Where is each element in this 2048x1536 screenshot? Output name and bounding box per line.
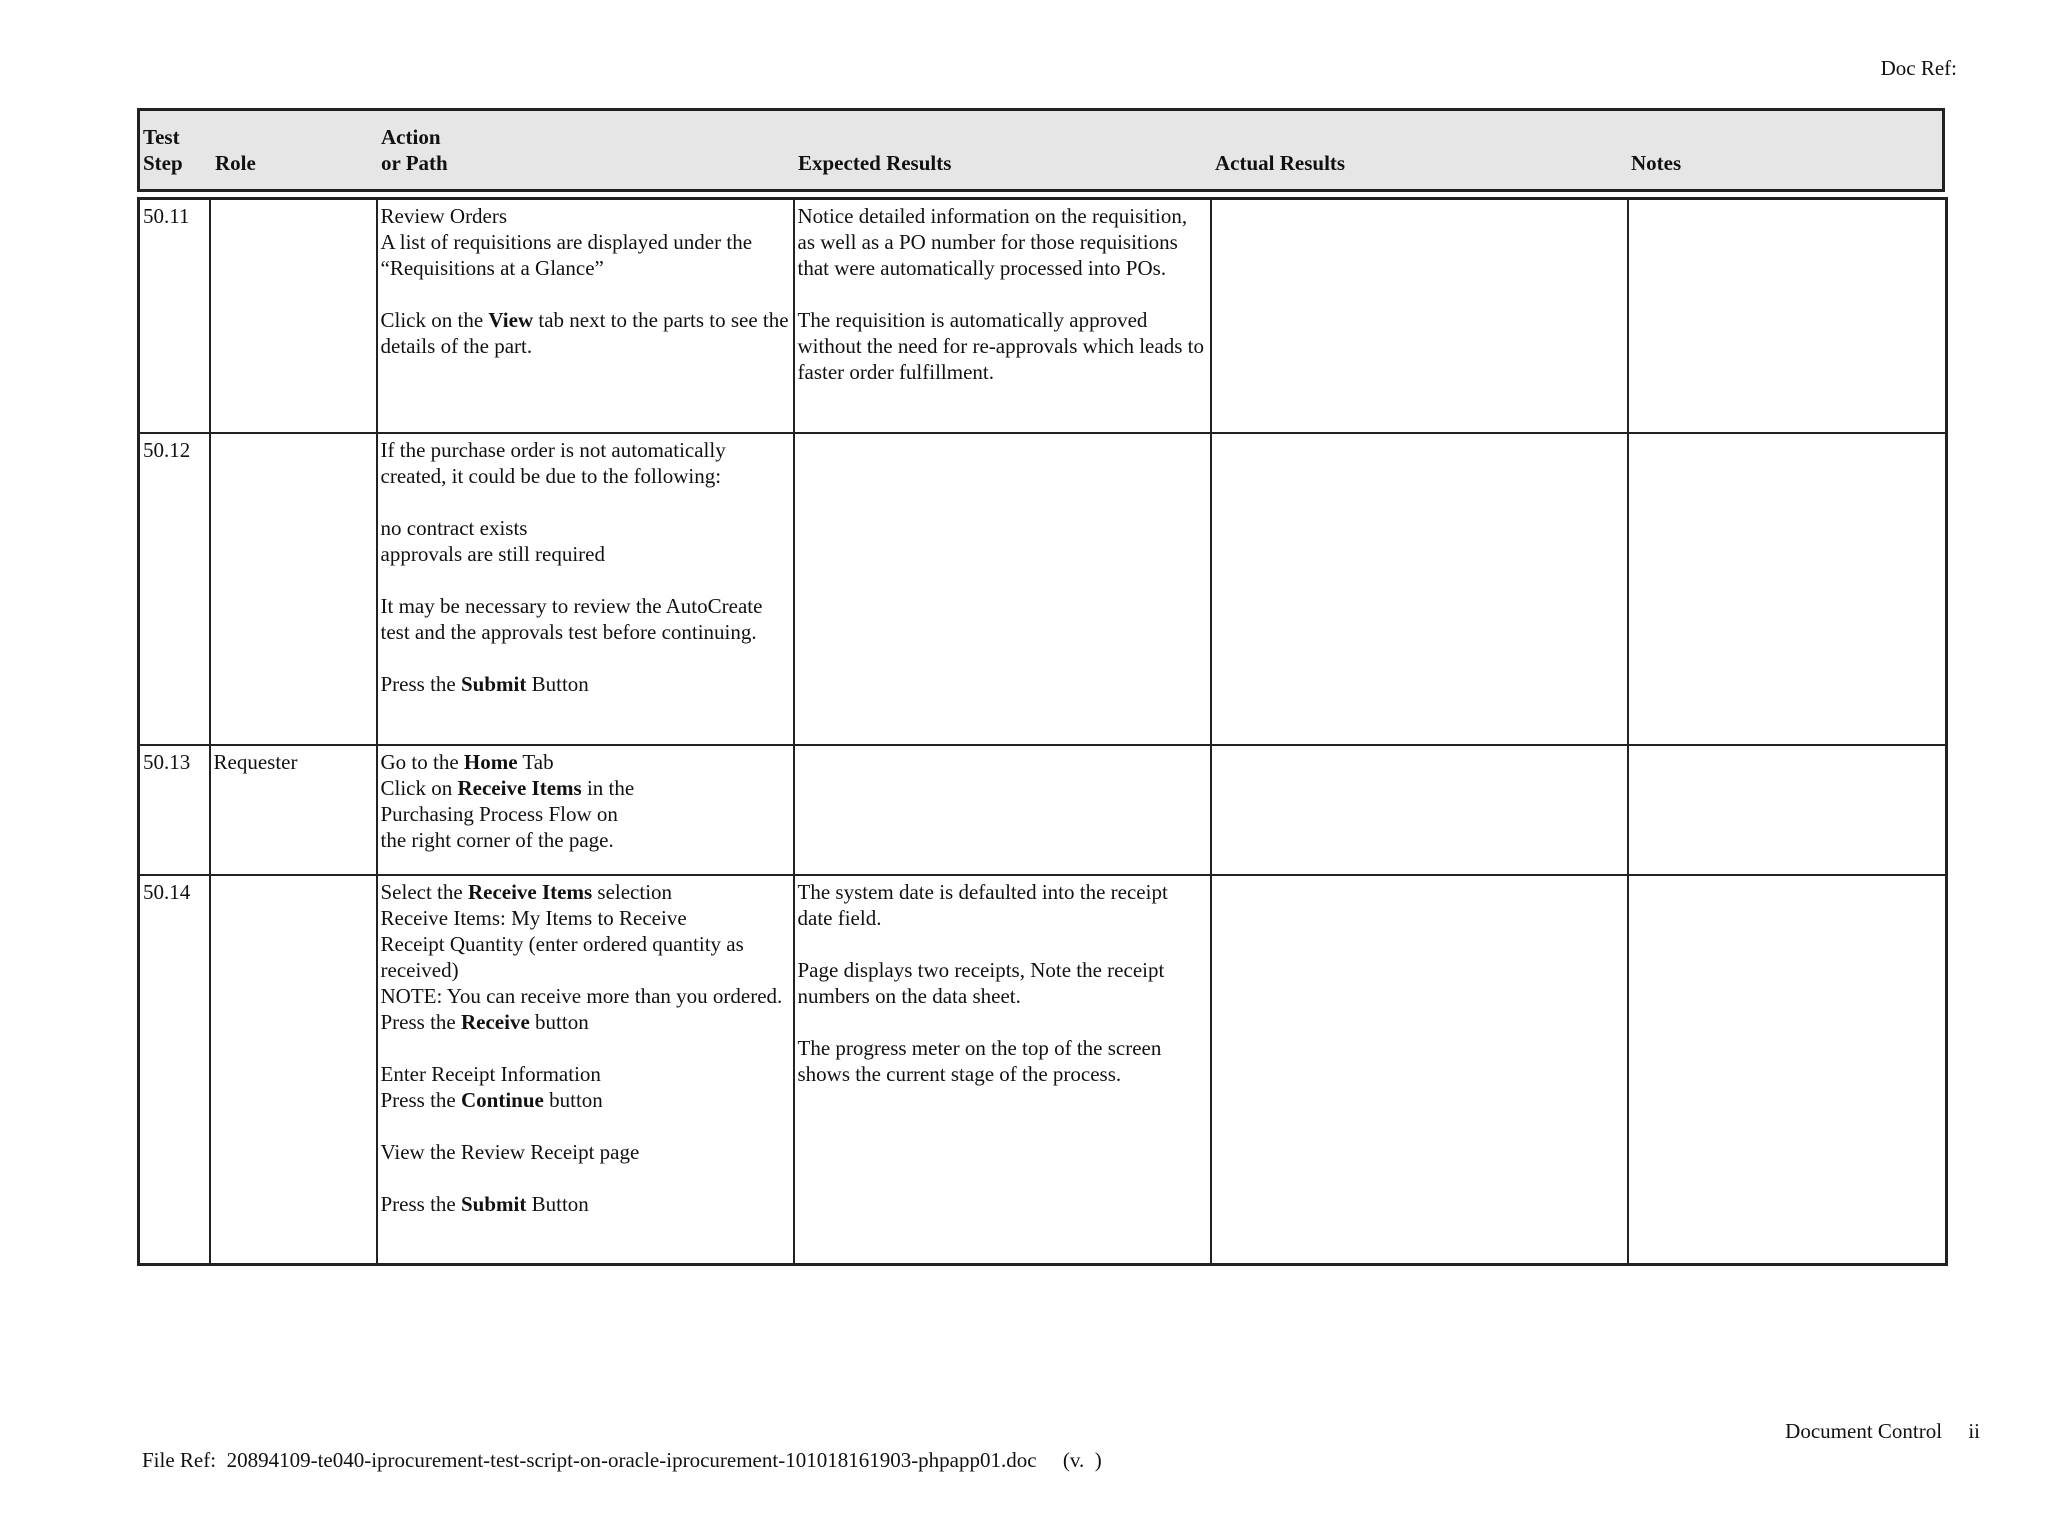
action-paragraph: Receive Items: My Items to Receive [380,905,687,930]
action-paragraph: Enter Receipt Information [380,1061,601,1086]
cell-expected-results [794,745,1211,875]
action-paragraph: the right corner of the page. [380,827,614,852]
cell-expected-results [794,433,1211,745]
footer-file-ref: File Ref: 20894109-te040-iprocurement-test-script-on-oracle-iprocurement-101018161903-phpapp01.doc (v. ) [142,1448,1102,1472]
cell-actual-results [1211,199,1628,433]
cell-actual-results [1211,745,1628,875]
header-test-step: Test Step [143,125,183,175]
cell-notes [1628,745,1947,875]
table-row [139,875,1947,1265]
cell-test-step: 50.12 [139,433,210,745]
action-paragraph: Receipt Quantity (enter ordered quantity as received) [380,931,744,982]
cell-test-step: 50.11 [139,199,210,433]
cell-test-step: 50.14 [139,875,210,1265]
action-paragraph: Purchasing Process Flow on [380,801,618,826]
expected-paragraph: Notice detailed information on the requisition, as well as a PO number for those requisitions that were automatically processed into POs. [797,204,1188,280]
cell-role: Requester [210,745,377,875]
cell-action [377,875,794,1265]
action-paragraph: Click on Receive Items in the [380,775,635,800]
table-row [139,199,1947,433]
cell-notes [1628,875,1947,1265]
cell-notes [1628,199,1947,433]
action-paragraph: Go to the Home Tab [380,749,554,774]
action-paragraph: Select the Receive Items selection [380,879,673,904]
cell-test-step: 50.13 [139,745,210,875]
action-paragraph: Review Orders [380,204,508,228]
action-paragraph: Press the Receive button [380,1009,589,1034]
action-paragraph: It may be necessary to review the AutoCreate test and the approvals test before continuing. [380,593,763,644]
cell-notes [1628,433,1947,745]
expected-paragraph: Page displays two receipts, Note the receipt numbers on the data sheet. [797,957,1165,1008]
cell-expected-results [794,199,1211,433]
action-paragraph: Press the Continue button [380,1087,603,1112]
header-role: Role [215,151,256,175]
table-header [137,108,1945,192]
action-paragraph: no contract exists [380,515,528,540]
doc-ref: Doc Ref: [1880,56,1957,80]
cell-role [210,433,377,745]
action-paragraph: approvals are still required [380,541,605,566]
header-actual-results: Actual Results [1215,151,1346,175]
action-paragraph: Click on the View tab next to the parts to see the details of the part. [380,308,789,358]
action-paragraph: View the Review Receipt page [380,1139,640,1164]
table-row [139,433,1947,745]
cell-action [377,433,794,745]
table-body [137,197,1948,1266]
cell-action [377,199,794,433]
cell-actual-results [1211,433,1628,745]
header-notes: Notes [1631,151,1682,175]
expected-paragraph: The system date is defaulted into the receipt date field. [797,879,1168,930]
table-row [139,745,1947,875]
footer-section: Document Control ii [1785,1419,1980,1443]
header-expected-results: Expected Results [798,151,952,175]
cell-role [210,875,377,1265]
action-paragraph: A list of requisitions are displayed under the “Requisitions at a Glance” [380,230,753,280]
header-action: Action or Path [381,125,448,175]
action-paragraph: If the purchase order is not automatically created, it could be due to the following: [380,437,726,488]
expected-paragraph: The progress meter on the top of the screen shows the current stage of the process. [797,1035,1162,1086]
page-number: ii [1968,1419,1980,1443]
cell-expected-results [794,875,1211,1265]
test-script-table [137,108,1945,1266]
action-paragraph: Press the Submit Button [380,1191,589,1216]
action-paragraph: Press the Submit Button [380,671,589,696]
action-paragraph: NOTE: You can receive more than you ordered. [380,983,783,1008]
cell-action [377,745,794,875]
expected-paragraph: The requisition is automatically approved without the need for re-approvals which leads to faster order fulfillment. [797,308,1204,384]
cell-role [210,199,377,433]
cell-actual-results [1211,875,1628,1265]
